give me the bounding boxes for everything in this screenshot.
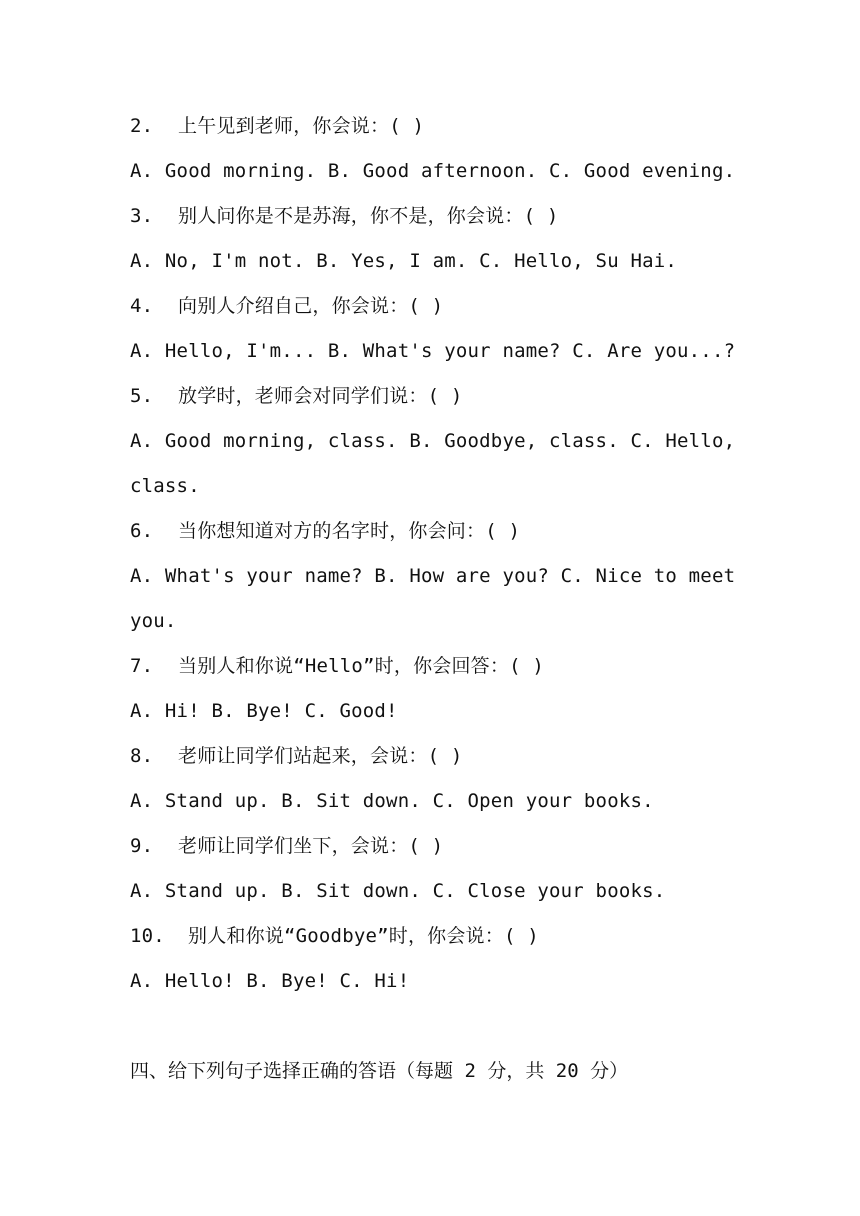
question-stem [130,513,740,558]
question-stem [130,288,740,333]
answer-options: A. Stand up. B. Sit down. C. Open your books. [130,790,654,812]
question-stem [130,738,740,783]
question-text: 放学时，老师会对同学们说：( ) [178,385,463,407]
answer-options: A. No, I'm not. B. Yes, I am. C. Hello, Su Hai. [130,250,678,272]
answer-options: A. Good morning. B. Good afternoon. C. Good evening. [130,160,736,182]
answer-options: you. [130,610,177,632]
answer-options: A. What's your name? B. How are you? C. Nice to meet [130,565,736,587]
question-text: 老师让同学们站起来，会说：( ) [178,745,463,767]
answer-options: A. Hello, I'm... B. What's your name? C. Are you...? [130,340,736,362]
answer-options: A. Hi! B. Bye! C. Good! [130,700,398,722]
question-number: 5. [130,385,154,407]
question-stem [130,378,740,423]
question-number: 3. [130,205,154,227]
question-number: 6. [130,520,154,542]
question-text: 向别人介绍自己，你会说：( ) [178,295,444,317]
worksheet-page [130,108,740,1098]
question-list [130,108,740,1008]
question-number: 8. [130,745,154,767]
question-stem [130,198,740,243]
answer-options: class. [130,475,200,497]
answer-options: A. Hello! B. Bye! C. Hi! [130,970,410,992]
question-text: 别人问你是不是苏海，你不是，你会说：( ) [178,205,559,227]
question-text: 别人和你说“Goodbye”时，你会说：( ) [188,925,539,947]
question-text: 上午见到老师，你会说：( ) [178,115,425,137]
question-text: 当你想知道对方的名字时，你会问：( ) [178,520,521,542]
answer-options: A. Good morning, class. B. Goodbye, class. C. Hello, [130,430,736,452]
question-number: 10. [130,925,165,947]
question-stem [130,648,740,693]
question-number: 9. [130,835,154,857]
section-four-title: 四、给下列句子选择正确的答语（每题 2 分，共 20 分） [130,1060,629,1082]
question-text: 当别人和你说“Hello”时，你会回答：( ) [178,655,544,677]
question-number: 2. [130,115,154,137]
question-number: 4. [130,295,154,317]
question-stem [130,918,740,963]
question-number: 7. [130,655,154,677]
question-stem [130,108,740,153]
answer-options: A. Stand up. B. Sit down. C. Close your books. [130,880,666,902]
question-stem [130,828,740,873]
question-text: 老师让同学们坐下，会说：( ) [178,835,444,857]
section-gap [130,1008,740,1053]
